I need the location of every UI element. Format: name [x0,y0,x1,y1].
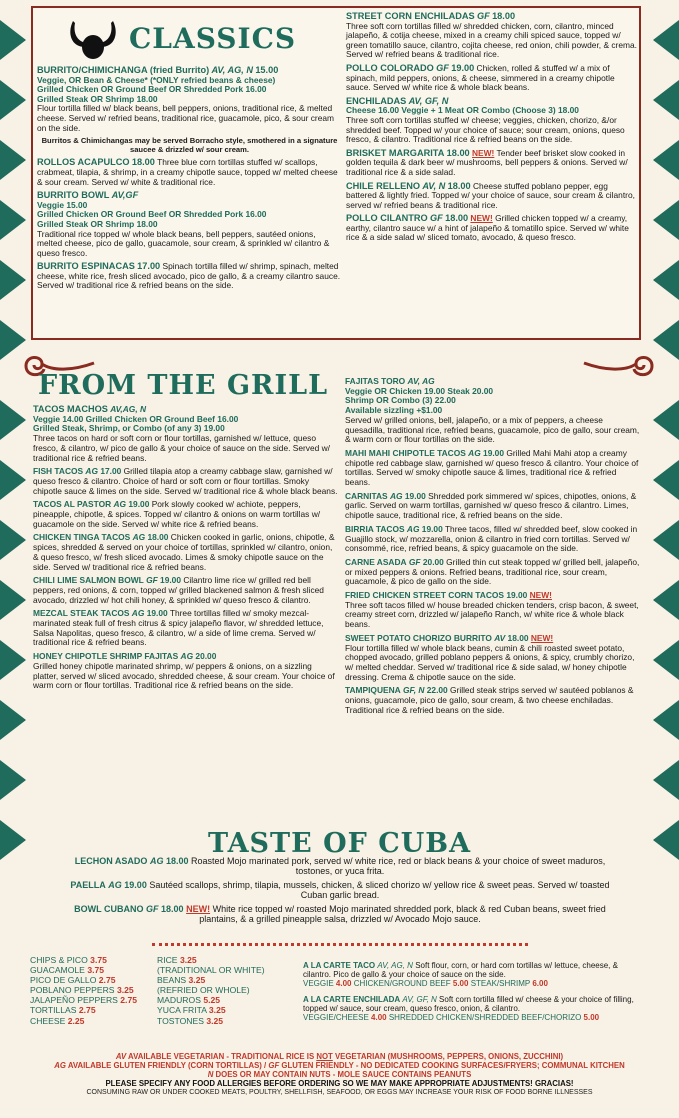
item-description: Grilled honey chipotle marinated shrimp, w/ peppers & onions, on a sizzling platter, served w/ sliced avocado, shredded cheese, & sour cream. Your choice of warm corn or flour tortillas. Traditional rice & refried beans on the side. [33,660,335,691]
item-name: CHILE RELLENO [346,180,421,191]
menu-item-mahi-mahi-chipotle-tacos [345,449,641,488]
item-option: Veggie 15.00 [37,199,88,210]
item-name: POLLO CILANTRO [346,213,428,224]
item-price: 22.00 [426,685,448,696]
classics-header [37,12,342,66]
item-tags: AG [468,447,481,458]
side-item: CHIPS & PICO 3.75 [30,955,107,965]
grill-title: FROM THE GRILL [38,370,329,401]
menu-item-carnitas [345,492,641,521]
item-tags: AV, N [422,180,446,191]
item-price: 18.00 [445,213,469,224]
item-name: ENCHILADAS [346,95,407,106]
footer-allergy-request: PLEASE SPECIFY ANY FOOD ALLERGIES BEFORE ORDERING SO WE MAY MAKE APPROPRIATE ADJUSTMENTS! GRACIAS! [105,1079,574,1088]
item-description: Three tacos, filled w/ shredded beef, slow cooked in Guajillo stock, w/ mozzarella, onion & cilantro in fried corn tortillas. Served w/ consommé, rice, refried beans, & spicy guacamole on the side. [345,523,638,554]
item-option: Veggie 14.00 Grilled Chicken OR Ground Beef 16.00 [33,413,239,424]
side-item: YUCA FRITA 3.25 [157,1005,226,1016]
menu-item-rollos-acapulco [37,158,342,187]
item-description: Three soft corn tortillas filled w/ shredded chicken, corn, cilantro, minced jalapeño, & cotija cheese, mixed in a creamy chili spiced sauce, topped w/ green tomatillo sauce, cilantro, cojita cheese, red onion, chili powder, & crema. Served w/ refried beans & traditional rice. [346,20,637,60]
menu-item-street-corn-enchiladas [346,12,638,60]
item-price: 19.00 [160,575,181,586]
item-name-note: (fried Burrito) [149,65,210,75]
item-price: 17.00 [137,261,161,272]
item-tags: AG [85,466,98,477]
item-option: Grilled Steak OR Shrimp 18.00 [37,93,158,104]
side-item: RICE 3.25 [157,955,197,965]
item-tags: AG [180,651,194,662]
item-description: Grilled thin cut steak topped w/ grilled bell, jalapeño, or mixed peppers & onions. Refried beans, traditional rice, sour cream, guacamole, & pico de gallo on the side. [345,556,640,587]
new-badge: NEW! [530,632,554,643]
item-price: 20.00 [195,651,217,662]
menu-item-chile-relleno [346,182,638,211]
item-price: 18.00 [161,903,184,914]
menu-item-fish-tacos [33,467,338,496]
new-badge: NEW! [186,903,211,914]
cuba-title: TASTE OF CUBA [207,828,472,859]
item-price: 18.00 [447,180,471,191]
item-name: CHILI LIME SALMON BOWL [33,575,144,586]
item-price: 19.00 [146,608,168,619]
item-option: Available sizzling +$1.00 [345,405,443,416]
item-price: 15.00 [255,65,279,75]
item-tags: AV, GF, N [408,95,449,106]
footer-raw-food-warning: CONSUMING RAW OR UNDER COOKED MEATS, POULTRY, SHELLFISH, SEAFOOD, OR EGGS MAY INCREASE YOUR RISK OF FOOD BORNE ILLNESSES [86,1089,593,1096]
item-price: 18.00 [492,11,516,21]
menu-item-sweet-potato-chorizo-burrito [345,634,641,683]
dotted-divider [152,943,528,946]
item-name: BURRITO ESPINACAS [37,261,135,272]
menu-item-pollo-colorado [346,64,638,93]
side-item-note: (TRADITIONAL OR WHITE) [157,965,265,976]
item-description: Tender beef brisket slow cooked in golden tequila & dark beer w/ mushrooms, bell peppers & onions. Served w/ traditional rice & a side salad. [346,147,628,177]
item-description: Grilled Mahi Mahi atop a creamy chipotle red cabbage slaw, garnished w/ queso fresco & cilantro. Your choice of tortillas. Served w/ smoky chipotle sauce & limes, traditional rice & refried beans. [345,447,639,488]
item-name: FAJITAS TORO [345,376,406,386]
menu-item-fried-chicken-street-corn-tacos [345,591,641,630]
item-option: Veggie OR Chicken 19.00 Steak 20.00 [345,385,494,396]
item-description: Three soft corn tortillas stuffed w/ cheese; veggies, chicken, chorizo, &/or shredded beef. Topped w/ your choice of sauce; sour cream, onions, queso fresco, & cilantro. Traditional rice & refried beans on the side. [346,114,625,145]
item-description: Served w/ grilled onions, bell, jalapeño, or a mix of peppers, a cheese quesadilla, traditional rice, refried beans, guacamole, pico de gallo, sour cream, & warm corn or flour tortillas on the side. [345,414,640,445]
item-name: LECHON ASADO [74,856,148,866]
item-tags: AV [494,632,506,643]
classics-left-column [37,8,342,295]
item-name: HONEY CHIPOTLE SHRIMP FAJITAS [33,651,179,662]
item-tags: GF, N [403,685,425,696]
item-price: 19.00 [483,447,504,458]
item-name: MEZCAL STEAK TACOS [33,608,130,619]
item-price: 18.00 [507,632,529,643]
menu-item-honey-chipotle-shrimp-fajitas [33,652,338,691]
side-item: PICO DE GALLO 2.75 [30,975,116,986]
menu-item-bowl-cubano [70,904,610,925]
item-price: 18.00 [165,856,189,866]
item-tags: AV, GF, N [402,995,437,1005]
item-tags: GF [146,903,159,914]
sides-column-1 [30,955,137,1026]
footer-vegetarian-note: AV AVAILABLE VEGETARIAN - TRADITIONAL RICE IS NOT VEGETARIAN (MUSHROOMS, PEPPERS, ONIONS, ZUCCHINI) [115,1052,564,1061]
side-item: MADUROS 5.25 [157,995,221,1006]
item-option: Veggie, OR Bean & Cheese* (*ONLY refried beans & cheese) [37,74,276,85]
item-price: 18.00 [147,532,169,543]
side-item: BEANS 3.25 [157,975,206,986]
item-name: BOWL CUBANO [74,903,144,914]
item-tags: AG [406,523,420,534]
item-name: FISH TACOS [33,466,84,477]
menu-item-mezcal-steak-tacos [33,609,338,648]
item-name: SWEET POTATO CHORIZO BURRITO [345,632,492,643]
left-triangle-pattern [0,0,30,880]
item-description: Flour tortilla filled w/ whole black beans, cumin & chili roasted sweet potato, chopped avocado, grilled poblano peppers & onions, & spicy, crumbly chorizo, w/ melted cheddar. Served w/ traditional rice & side salad, w/ honey chipotle dressing. Crema & chipotle sauce on the side. [345,642,635,682]
item-description: Soft corn tortilla filled w/ cheese & your choice of filling, topped w/ sauce, sour cream, queso fresco, onion, & cilantro. [303,995,634,1014]
item-name: PAELLA [70,879,106,890]
item-option: Grilled Steak, Shrimp, or Combo (of any 3) 19.00 [33,423,225,434]
menu-item-tacos-machos [33,405,338,463]
item-tags: AG [108,879,122,890]
item-tags: AV, AG, N [211,65,253,75]
footer-gluten-note: AG AVAILABLE GLUTEN FRIENDLY (CORN TORTILLAS) / GF GLUTEN FRIENDLY - NO DEDICATED COOKING SURFACES/FRYERS; COMMUNAL KITCHEN [54,1061,625,1070]
item-price: 17.00 [100,466,122,477]
side-item: TORTILLAS 2.75 [30,1005,96,1016]
a-la-carte-taco: A LA CARTE TACO AV, AG, N Soft flour, corn, or hard corn tortillas w/ lettuce, cheese, & cilantro. Pico de gallo & your choice of sauce on the side. VEGGIE 4.00 CHICKEN/GROUND BEEF 5.00 STEAK/SHRIMP 6.00 [303,961,618,988]
side-item: GUACAMOLE 3.75 [30,965,105,976]
item-tags: GF [476,11,490,21]
item-name: ROLLOS ACAPULCO [37,157,130,168]
menu-item-carne-asada [345,558,641,587]
item-description: Soft flour, corn, or hard corn tortillas w/ lettuce, cheese, & cilantro. Pico de gallo & your choice of sauce on the side. [303,961,618,979]
item-price: 19.00 [124,879,147,890]
item-description: Three tortillas filled w/ smoky mezcal-marinated steak full of fresh citrus & spicy jalapeño flavor, w/ shredded lettuce, Salsa Napolitas, queso fresco, & cilantro, w/ a side of lime crema. Served w/ traditional rice & refried beans. [33,608,324,648]
item-option: Grilled Chicken OR Ground Beef OR Shredded Pork 16.00 [37,209,267,220]
menu-item-burrito-espinacas [37,262,342,291]
item-description: Roasted Mojo marinated pork, served w/ white rice, red or black beans & your choice of sweet maduros, tostones, or yuca frita. [191,856,606,877]
item-description: Grilled tilapia atop a creamy cabbage slaw, garnished w/ queso fresco & cilantro. Choice of hard or soft corn or flour tortillas. Smoky chipotle sauce & limes on the side. Served w/ traditional rice & whole black beans. [33,466,338,496]
item-description: Pork slowly cooked w/ achiote, peppers, pineapple, chipotle, & spices. Topped w/ cilantro & onions on warm tortillas w/ guacamole on the side. Served w/ white rice & refried beans. [33,499,321,529]
item-price: 18.00 [131,157,155,168]
sides-column-2 [157,955,265,1026]
menu-item-tampiquena [345,686,641,715]
classics-section [31,6,641,340]
item-description: Chicken cooked in garlic, onions, chipotle, & spices, shredded & served on your choice of tortillas, sprinkled w/ cilantro, onion, & queso fresco, w/ fresh sliced avocado. Limes & smoky chipotle sauce on the side. Served w/ traditional rice & refried beans. [33,532,335,572]
item-tags: AV, AG, N [377,961,413,970]
item-name: MAHI MAHI CHIPOTLE TACOS [345,447,466,458]
grill-left-column [33,405,338,695]
item-description: Grilled chicken topped w/ a creamy, earthy, cilantro sauce w/ a hint of jalapeño & tomatillo spice. Served w/ white rice & a side salad w/ sliced tomato, avocado, & queso fresco. [346,213,629,243]
item-name: BIRRIA TACOS [345,523,405,534]
side-item: TOSTONES 3.25 [157,1015,224,1026]
item-name: BURRITO BOWL [37,190,110,201]
side-item-note: (REFRIED OR WHOLE) [157,985,250,996]
a-la-carte-section [303,962,643,1031]
item-tags: GF [408,556,421,567]
menu-item-chicken-tinga-tacos [33,533,338,572]
item-tags: GF [146,575,158,586]
menu-item-fajitas-toro [345,377,641,445]
item-price: 19.00 [128,499,150,510]
item-tags: AV,AG, N [110,404,147,414]
classics-right-column [346,12,638,247]
bull-horns-icon [65,17,121,61]
item-tags: AG [149,856,164,866]
side-item: POBLANO PEPPERS 3.25 [30,985,134,996]
item-option: Grilled Steak OR Shrimp 18.00 [37,218,158,229]
item-description: Spinach tortilla filled w/ shrimp, spinach, melted cheese, white rice, fresh sliced avocado, pico de gallo, & a creamy cilantro sauce. Served w/ traditional rice & refried beans on the side. [37,261,341,291]
item-name: FRIED CHICKEN STREET CORN TACOS [345,590,504,601]
item-description: Sautéed scallops, shrimp, tilapia, mussels, chicken, & sliced chorizo w/ yellow rice & sweet peas. Served w/ toasted Cuban garlic bread. [149,879,610,901]
item-name: A LA CARTE ENCHILADA [303,995,401,1005]
item-name: TACOS MACHOS [33,404,108,414]
menu-item-chili-lime-salmon-bowl [33,576,338,605]
item-price: 18.00 [446,147,470,158]
item-tags: AG [132,532,146,543]
item-tags: AG [389,490,403,501]
menu-item-lechon-asado [70,856,610,877]
item-description: Three tacos on hard or soft corn or flour tortillas, garnished w/ lettuce, queso fresco, & cilantro, w/ pico de gallo & your choice of sauce on the side. Served w/ traditional rice & refried beans. [33,433,331,463]
item-tags: GF [430,213,443,224]
new-badge: NEW! [529,590,552,601]
item-name: BURRITO/CHIMICHANGA [37,65,148,75]
item-option: Shrimp OR Combo (3) 22.00 [345,395,456,406]
borracho-note: Burritos & Chimichangas may be served Borracho style, smothered in a signature saucee & drizzled w/ sour cream. [41,136,338,154]
grill-right-column [345,377,641,720]
item-option: Cheese 16.00 Veggie + 1 Meat OR Combo (Choose 3) 18.00 [346,105,579,116]
item-description: Traditional rice topped w/ whole black beans, bell peppers, sautéed onions, melted cheese, pico de gallo, guacamole, sour cream, & sprinkled w/ cilantro & queso fresco. [37,228,330,258]
side-item: JALAPEÑO PEPPERS 2.75 [30,995,138,1006]
item-description: Three blue corn tortillas stuffed w/ scallops, crabmeat, tilapia, & shrimp, in a creamy chipotle sauce, topped w/ melted cheese & sour cream. Served w/ white & traditional rice. [37,157,338,187]
menu-item-paella [70,880,610,901]
menu-item-birria-tacos [345,525,641,554]
item-price: 20.00 [422,556,444,567]
item-name: BRISKET MARGARITA [346,147,445,158]
item-name: POLLO COLORADO [346,62,434,73]
item-description: Chicken, rolled & stuffed w/ a mix of spinach, mild peppers, onions, & cheese, simmered in a creamy chipotle sauce. Served w/ white rice & whole black beans. [346,62,615,93]
right-triangle-pattern [649,0,679,880]
item-price: 19.00 [451,62,475,73]
item-tags: AG [113,499,127,510]
new-badge: NEW! [472,147,495,158]
item-price: 19.00 [421,523,443,534]
item-description: Grilled steak strips served w/ sautéed poblanos & onions, guacamole, pico de gallo, sour cream, & two cheese enchiladas. Traditional rice & refried beans on the side. [345,685,634,715]
item-name: CARNE ASADA [345,556,407,567]
allergen-footer [0,1052,679,1097]
item-tags: AV,GF [111,190,139,201]
menu-item-pollo-cilantro [346,214,638,243]
item-name: TACOS AL PASTOR [33,499,112,510]
item-description: Shredded pork simmered w/ spices, chipotles, onions, & garlic. Served on warm tortillas, garnished w/ queso fresco & cilantro. Limes, chipotle sauce, traditional rice, & refried beans on the side. [345,490,637,521]
menu-item-tacos-al-pastor [33,500,338,529]
item-price: 19.00 [404,490,426,501]
menu-item-burrito-bowl [37,191,342,258]
item-tags: AV, AG [407,376,435,386]
item-description: Three soft tacos filled w/ house breaded chicken tenders, crisp bacon, & sweet, creamy street corn, drizzled w/ jalapeño Ranch, w/ white rice & whole black beans. [345,599,639,630]
item-option: Grilled Chicken OR Ground Beef OR Shredded Pork 16.00 [37,84,267,95]
item-description: Cilantro lime rice w/ grilled red bell peppers, red onions, & corn, topped w/ grilled blackened salmon & fresh sliced avocado, drizzled w/ hot chili honey, & sprinkled w/ queso fresco & cilantro. [33,575,324,605]
item-name: CHICKEN TINGA TACOS [33,532,131,543]
a-la-carte-enchilada: A LA CARTE ENCHILADA AV, GF, N Soft corn tortilla filled w/ cheese & your choice of filling, topped w/ sauce, sour cream, queso fresco, onion, & cilantro. VEGGIE/CHEESE 4.00 SHREDDED CHICKEN/SHREDDED BEEF/CHORIZO 5.00 [303,995,634,1022]
item-description: Flour tortilla filled w/ black beans, bell peppers, onions, traditional rice, & melted cheese. Served w/ refried beans, traditional rice, guacamole, pico, & sour cream on the side. [37,103,334,133]
item-name: STREET CORN ENCHILADAS [346,11,475,21]
footer-nuts-note: N DOES OR MAY CONTAIN NUTS - MOLE SAUCE CONTAINS PEANUTS [207,1070,472,1079]
cuba-section [70,856,610,927]
item-tags: GF [436,62,449,73]
item-name: A LA CARTE TACO [303,961,376,970]
classics-title: CLASSICS [129,22,297,56]
item-name: CARNITAS [345,490,388,501]
new-badge: NEW! [470,213,493,224]
side-item: CHEESE 2.25 [30,1015,85,1026]
item-name: TAMPIQUENA [345,685,401,696]
menu-item-brisket-margarita [346,149,638,178]
item-tags: AG [131,608,145,619]
menu-item-enchiladas [346,97,638,145]
item-description: White rice topped w/ roasted Mojo marinated shredded pork, black & red Cuban beans, sweet fried plantains, & a grilled pineapple salsa, drizzled w/ Avocado Mojo sauce. [199,903,606,925]
menu-item-burrito-chimichanga [37,66,342,133]
item-description: Cheese stuffed poblano pepper, egg battered & lightly fried. Topped w/ your choice of sauce, sour cream & cilantro, served w/ refried beans & traditional rice. [346,180,635,210]
item-price: 19.00 [506,590,528,601]
